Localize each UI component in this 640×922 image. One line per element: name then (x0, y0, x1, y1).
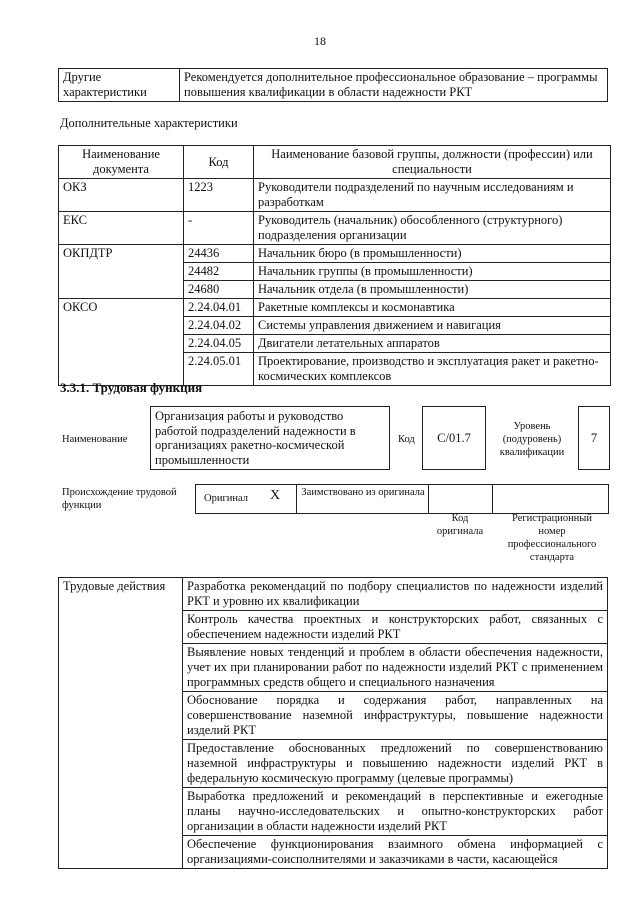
code-cell: 1223 (184, 179, 254, 212)
name-label: Наименование (62, 434, 128, 445)
function-heading: 3.3.1. Трудовая функция (60, 380, 203, 395)
code-cell: 2.24.04.01 (184, 299, 254, 317)
name-cell: Начальник бюро (в промышленности) (254, 245, 611, 263)
name-cell: Системы управления движением и навигация (254, 317, 611, 335)
action-item: Контроль качества проектных и конструкторских работ, связанных с обеспечением надежности изделий РКТ (183, 611, 608, 644)
code-label: Код (398, 434, 415, 445)
origin-label: Происхождение трудовой функции (62, 487, 177, 511)
action-item: Предоставление обоснованных предложений по совершенствованию наземной инфраструктуры и повышению надежности изделий РКТ в федеральную космическую программу (целевые программы) (183, 740, 608, 788)
name-cell: Начальник группы (в промышленности) (254, 263, 611, 281)
function-name-value: Организация работы и руководство работой подразделений надежности в организациях ракетно-космической промышленности (155, 409, 356, 467)
doc-cell: ОКСО (59, 299, 184, 386)
code-cell: 24436 (184, 245, 254, 263)
code-original-label: Код оригинала (436, 513, 484, 537)
name-cell: Руководители подразделений по научным исследованиям и разработкам (254, 179, 611, 212)
action-item: Обеспечение функционирования взаимного обмена информацией с организациями-соисполнителями и заказчиками в части, касающейся (183, 836, 608, 869)
table-row (59, 578, 608, 611)
other-chars-label: Другие характеристики (59, 69, 180, 102)
doc-cell: ОКЗ (59, 179, 184, 212)
name-cell: Двигатели летательных аппаратов (254, 335, 611, 353)
action-item: Разработка рекомендаций по подбору специалистов по надежности изделий РКТ и уровню их квалификации (183, 578, 608, 611)
original-mark: X (270, 488, 281, 503)
function-name-box (150, 406, 390, 470)
code-value: C/01.7 (437, 431, 471, 445)
table-row (59, 212, 611, 245)
action-item: Выработка предложений и рекомендаций в перспективные и ежегодные планы научно-исследовательских и опытно-конструкторских работ организации в области надежности изделий РКТ (183, 788, 608, 836)
code-box (422, 406, 486, 470)
table-row (59, 245, 611, 263)
code-cell: 24482 (184, 263, 254, 281)
header-code: Код (184, 146, 254, 179)
code-cell: 2.24.04.05 (184, 335, 254, 353)
doc-cell: ОКПДТР (59, 245, 184, 299)
origin-divider-3 (492, 484, 493, 513)
name-cell: Ракетные комплексы и космонавтика (254, 299, 611, 317)
other-chars-value: Рекомендуется дополнительное профессиональное образование – программы повышения квалификации в области надежности РКТ (180, 69, 608, 102)
other-characteristics-table (58, 68, 608, 102)
code-cell: 2.24.04.02 (184, 317, 254, 335)
doc-cell: ЕКС (59, 212, 184, 245)
registration-number-label: Регистрационный номер профессионального стандарта (507, 513, 597, 563)
additional-title: Дополнительные характеристики (60, 116, 238, 130)
origin-divider-1 (296, 484, 297, 513)
actions-label: Трудовые действия (59, 578, 183, 869)
page-number: 18 (314, 34, 326, 48)
level-label: Уровень (подуровень) квалификации (499, 421, 565, 458)
name-cell: Начальник отдела (в промышленности) (254, 281, 611, 299)
action-item: Обоснование порядка и содержания работ, направленных на совершенствование наземной инфраструктуры, повышение надежности изделий РКТ (183, 692, 608, 740)
origin-divider-2 (428, 484, 429, 513)
table-row (59, 179, 611, 212)
header-name: Наименование базовой группы, должности (профессии) или специальности (254, 146, 611, 179)
action-item: Выявление новых тенденций и проблем в области обеспечения надежности, учет их при планировании работ по надежности изделий РКТ с применением программных средств общего и специального назначения (183, 644, 608, 692)
header-doc: Наименование документа (59, 146, 184, 179)
table-row (59, 299, 611, 317)
name-cell: Руководитель (начальник) обособленного (структурного) подразделения организации (254, 212, 611, 245)
level-box (578, 406, 610, 470)
borrowed-label: Заимствовано из оригинала (301, 487, 425, 498)
additional-table (58, 145, 611, 386)
code-cell: 2.24.05.01 (184, 353, 254, 386)
code-cell: - (184, 212, 254, 245)
name-cell: Проектирование, производство и эксплуатация ракет и ракетно-космических комплексов (254, 353, 611, 386)
code-cell: 24680 (184, 281, 254, 299)
level-value: 7 (590, 431, 598, 445)
original-label: Оригинал (204, 493, 248, 504)
labor-actions-table (58, 577, 608, 869)
